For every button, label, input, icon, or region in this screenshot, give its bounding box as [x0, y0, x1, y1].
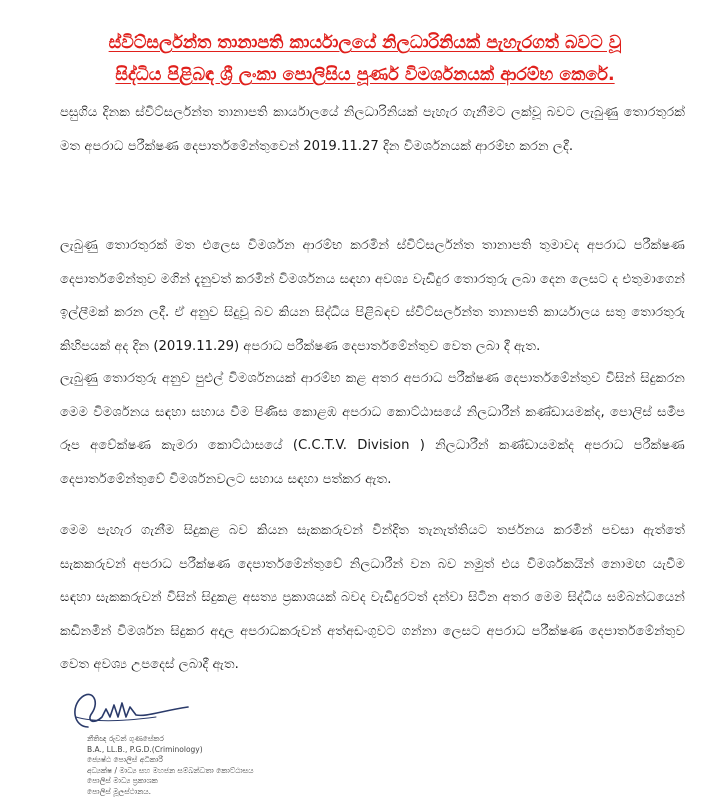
paragraph-2: ලැබුණු තොරතුරක් මත එලෙස විමර්ශන ආරම්භ කරමින් ස්විට්සර්ලන්ත තානාපති තුමාවද අපරාධ පරීක්ෂණ දෙපාර්තමේන්තුව මගින් දැනුවත් කරමින් විමර්ශනය සඳහා අවශ්‍ය වැඩිදුර තොරතුරු ලබා දෙන ලෙසට ද එතුමාගෙන් ඉල්ලීමක් කරන ලදී. ඒ අනුව සිදුවූ බව කියන සිද්ධිය පිළිබඳව ස්විට්සර්ලන්ත තානාපති කාර්යාලය සතු තොරතුරු කිහිපයක් අද දින (2019.11.29) අපරාධ පරීක්ෂණ දෙපාර්තමේන්තුව වෙත ලබා දී ඇත. — [60, 238, 685, 354]
headline-line-2: සිද්ධිය පිළිබඳ ශ්‍රී ලංකා පොලිසිය පූර්ණ විමර්ශනයක් ආරම්භ කෙරේ. — [115, 65, 615, 85]
signatory-qualifications: B.A., LL.B., P.G.D.(Criminology) — [87, 744, 203, 754]
signatory-position: අධ්‍යක්ෂ / මාධ්‍ය සහ මහජන සම්බන්ධතා කොට්ඨාසය — [87, 765, 254, 775]
signatory-office: පොලිස් මූලස්ථානය. — [87, 786, 152, 796]
paragraph-4: මෙම පැහැර ගැනීම සිදුකළ බව කියන සැකකරුවන් වින්දිත තැනැත්තියට තර්ජනය කරමින් පවසා ඇත්තේ සැකකරුවන් අපරාධ පරීක්ෂණ දෙපාර්තමේන්තුවේ නිලධාරීන් වන බව නමුත් එය විමර්ශකයින් නොමඟ යැවීම සඳහා සැකකරුවන් විසින් සිදුකළ අසත්‍ය ප්‍රකාශයක් බවද වැඩිදුරටත් දන්වා සිටින අතර මෙම සිද්ධිය සම්බන්ධයෙන් කඩිනමින් විමර්ශන සිදුකර අදාල අපරාධකරුවන් අත්අඩංගුවට ගන්නා ලෙසට අපරාධ පරීක්ෂණ දෙපාර්තමේන්තුව වෙත අවශ්‍ය උපදෙස් ලබාදී ඇත. — [60, 523, 685, 672]
paragraph-3: ලැබුණු තොරතුරු අනුව පුළුල් විමර්ශනයක් ආරම්භ කළ අතර අපරාධ පරීක්ෂණ දෙපාර්තමේන්තුව විසින් සිදුකරන මෙම විමර්ශනය සඳහා සහාය වීම පිණිස කොළඹ අපරාධ කොට්ඨාසයේ නිලධාරීන් කණ්ඩායමක්ද, පොලිස් සමීප රූප අවේක්ෂණ කැමරා කොට්ඨාසයේ (C.C.T.V. Division ) නිලධාරීන් කණ්ඩායමක්ද අපරාධ පරීක්ෂණ දෙපාර්තමේන්තුවේ විමර්ශනවලට සහාය සඳහා පත්කර ඇත. — [60, 371, 685, 487]
signatory-role: පොලිස් මාධ්‍ය ප්‍රකාශක — [87, 776, 158, 786]
signatory-name: නීතිඥ රුවන් ගුණසේකර — [87, 734, 164, 743]
signatory-block — [87, 734, 254, 798]
signatory-rank: ජ්‍යෙෂ්ඨ පොලිස් අධිකාරී — [87, 755, 163, 765]
handwritten-signature — [66, 687, 196, 733]
headline-line-1: ස්විට්සර්ලන්ත තානාපති කාර්යාලයේ නිලධාරිනියක් පැහැරගත් බවට වූ — [108, 33, 622, 53]
paragraph-1: පසුගිය දිනක ස්විට්සර්ලන්ත තානාපති කාර්යාලයේ නිලධාරිනියක් පැහැර ගැනීමට ලක්වූ බවට ලැබුණු තොරතුරක් මත අපරාධ පරීක්ෂණ දෙපාර්තමේන්තුවෙන් 2019.11.27 දින විමර්ශනයක් ආරම්භ කරන ලදී. — [60, 105, 685, 154]
